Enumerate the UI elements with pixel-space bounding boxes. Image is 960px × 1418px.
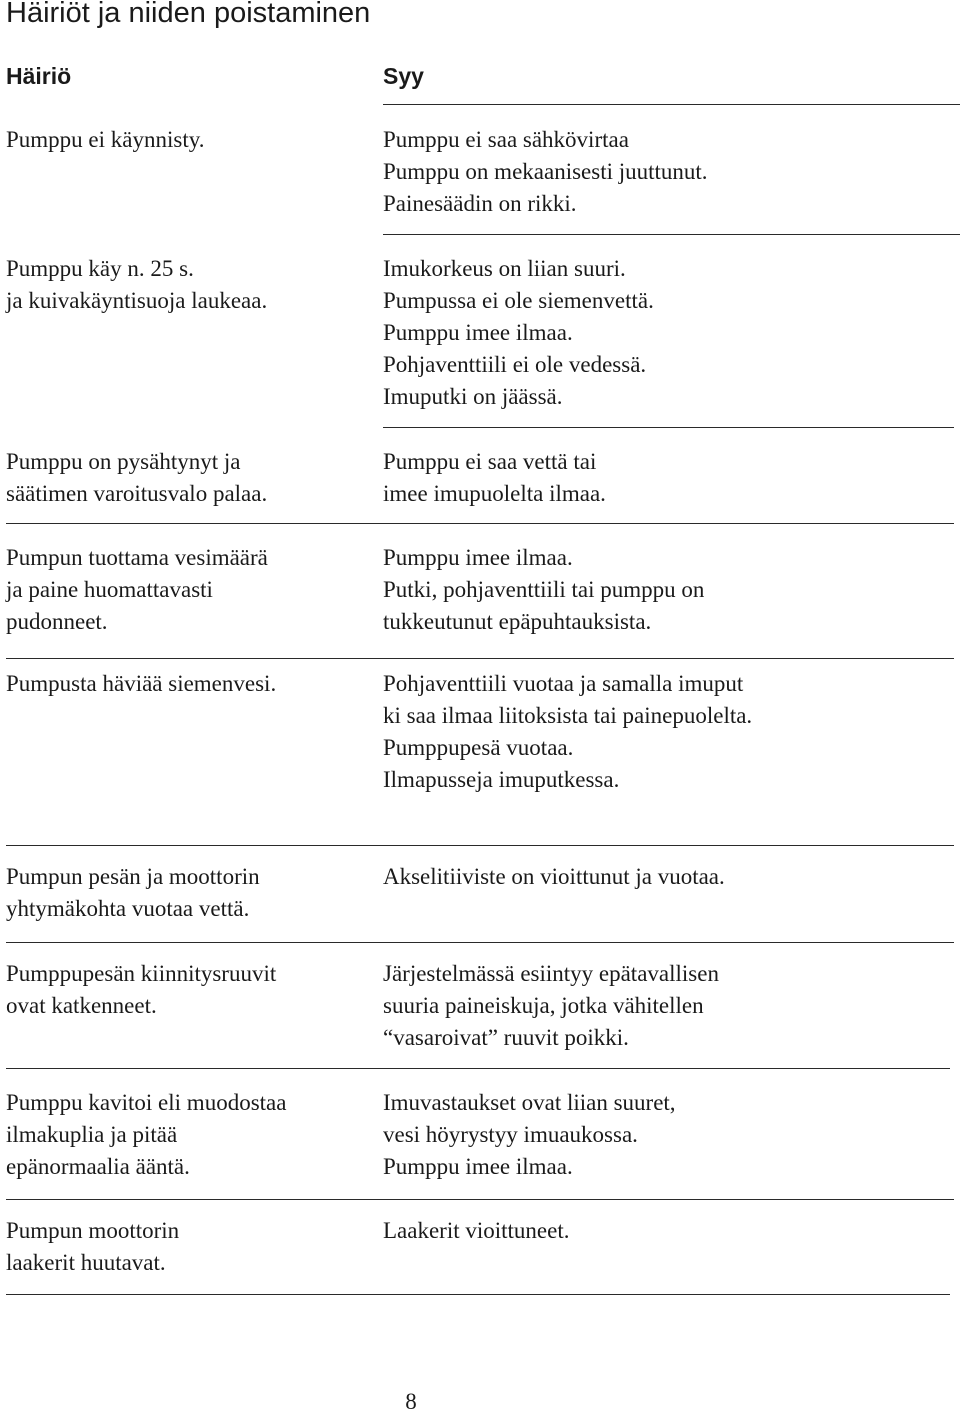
fault-line: Pumppu kavitoi eli muodostaa xyxy=(6,1090,287,1115)
row-0-cause xyxy=(383,124,708,220)
table-bottom-rule xyxy=(6,1294,950,1295)
fault-line: Pumppupesän kiinnitysruuvit xyxy=(6,961,277,986)
row-divider xyxy=(6,523,954,524)
row-8-fault xyxy=(6,1215,179,1279)
cause-line: Ilmapusseja imuputkessa. xyxy=(383,767,620,792)
row-2-cause xyxy=(383,446,606,510)
cause-line: Imuvastaukset ovat liian suuret, xyxy=(383,1090,676,1115)
fault-line: ilmakuplia ja pitää xyxy=(6,1122,178,1147)
row-divider xyxy=(383,427,954,428)
fault-line: epänormaalia ääntä. xyxy=(6,1154,190,1179)
row-divider xyxy=(6,1199,954,1200)
row-divider xyxy=(383,234,960,235)
fault-line: ja kuivakäyntisuoja laukeaa. xyxy=(6,288,268,313)
cause-line: Laakerit vioittuneet. xyxy=(383,1218,570,1243)
cause-line: Pohjaventtiili vuotaa ja samalla imuput xyxy=(383,671,744,696)
cause-line: vesi höyrystyy imuaukossa. xyxy=(383,1122,638,1147)
fault-line: pudonneet. xyxy=(6,609,108,634)
row-6-cause xyxy=(383,958,719,1054)
header-divider xyxy=(383,104,960,105)
fault-line: Pumppu ei käynnisty. xyxy=(6,127,205,152)
cause-line: Pumppu ei saa sähkövirtaa xyxy=(383,127,629,152)
cause-line: tukkeutunut epäpuhtauksista. xyxy=(383,609,652,634)
row-5-fault xyxy=(6,861,260,925)
row-1-fault xyxy=(6,253,267,317)
page-number: 8 xyxy=(405,1389,417,1414)
cause-line: Pumppu imee ilmaa. xyxy=(383,320,573,345)
row-0-fault xyxy=(6,124,204,156)
cause-line: Pumppu ei saa vettä tai xyxy=(383,449,597,474)
row-7-cause xyxy=(383,1087,676,1183)
row-divider xyxy=(6,1068,950,1069)
cause-line: imee imupuolelta ilmaa. xyxy=(383,481,606,506)
row-3-fault xyxy=(6,542,268,638)
cause-line: “vasaroivat” ruuvit poikki. xyxy=(383,1025,629,1050)
cause-line: Pumppu imee ilmaa. xyxy=(383,545,573,570)
cause-line: ki saa ilmaa liitoksista tai painepuolelta. xyxy=(383,703,753,728)
fault-line: Pumpun moottorin xyxy=(6,1218,180,1243)
fault-line: Pumpun pesän ja moottorin xyxy=(6,864,260,889)
row-4-fault xyxy=(6,668,276,700)
cause-line: Akselitiiviste on vioittunut ja vuotaa. xyxy=(383,864,725,889)
row-3-cause xyxy=(383,542,704,638)
row-7-fault xyxy=(6,1087,286,1183)
header-cause: Syy xyxy=(383,63,424,89)
page-title: Häiriöt ja niiden poistaminen xyxy=(6,0,371,29)
cause-line: Imuputki on jäässä. xyxy=(383,384,563,409)
row-divider xyxy=(6,658,954,659)
cause-line: Järjestelmässä esiintyy epätavallisen xyxy=(383,961,719,986)
row-2-fault xyxy=(6,446,267,510)
cause-line: Putki, pohjaventtiili tai pumppu on xyxy=(383,577,705,602)
row-4-cause xyxy=(383,668,752,796)
cause-line: Pumpussa ei ole siemenvettä. xyxy=(383,288,654,313)
fault-line: Pumpun tuottama vesimäärä xyxy=(6,545,268,570)
cause-line: Imukorkeus on liian suuri. xyxy=(383,256,626,281)
cause-line: Pohjaventtiili ei ole vedessä. xyxy=(383,352,647,377)
row-divider xyxy=(6,845,954,846)
fault-line: säätimen varoitusvalo palaa. xyxy=(6,481,268,506)
row-divider xyxy=(6,942,954,943)
row-1-cause xyxy=(383,253,654,413)
cause-line: Painesäädin on rikki. xyxy=(383,191,577,216)
fault-line: Pumpusta häviää siemenvesi. xyxy=(6,671,277,696)
fault-line: ja paine huomattavasti xyxy=(6,577,213,602)
fault-line: Pumppu käy n. 25 s. xyxy=(6,256,194,281)
cause-line: Pumppu on mekaanisesti juuttunut. xyxy=(383,159,708,184)
fault-line: Pumppu on pysähtynyt ja xyxy=(6,449,241,474)
fault-line: laakerit huutavat. xyxy=(6,1250,166,1275)
cause-line: suuria paineiskuja, jotka vähitellen xyxy=(383,993,704,1018)
cause-line: Pumppu imee ilmaa. xyxy=(383,1154,573,1179)
row-5-cause xyxy=(383,861,725,893)
fault-line: ovat katkenneet. xyxy=(6,993,157,1018)
row-6-fault xyxy=(6,958,276,1022)
cause-line: Pumppupesä vuotaa. xyxy=(383,735,574,760)
row-8-cause xyxy=(383,1215,569,1247)
header-fault: Häiriö xyxy=(6,63,72,89)
fault-line: yhtymäkohta vuotaa vettä. xyxy=(6,896,250,921)
